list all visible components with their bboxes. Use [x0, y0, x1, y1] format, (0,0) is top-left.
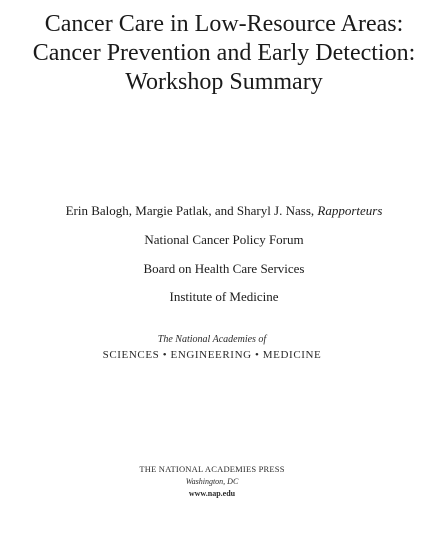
- page-title: [0, 10, 448, 97]
- nas-tagline: The National Academies of: [157, 334, 267, 345]
- author-role: Rapporteurs: [317, 203, 383, 218]
- author-names: Erin Balogh, Margie Patlak, and Sharyl J. Nass,: [65, 203, 315, 218]
- board-name: Board on Health Care Services: [143, 261, 305, 276]
- forum-name: National Cancer Policy Forum: [144, 232, 304, 247]
- nas-wordmark: SCIENCES • ENGINEERING • MEDICINE: [102, 349, 322, 361]
- press-url[interactable]: www.nap.edu: [188, 489, 236, 498]
- title-line-2: Cancer Prevention and Early Detection:: [32, 40, 416, 66]
- title-line-1: Cancer Care in Low-Resource Areas:: [44, 11, 404, 37]
- institute-name: Institute of Medicine: [169, 289, 279, 304]
- authors-line: [0, 203, 448, 219]
- press-city: Washington, DC: [185, 477, 239, 486]
- title-line-3: Workshop Summary: [125, 69, 323, 95]
- press-name: THE NATIONAL ACADEMIES PRESS: [139, 464, 285, 474]
